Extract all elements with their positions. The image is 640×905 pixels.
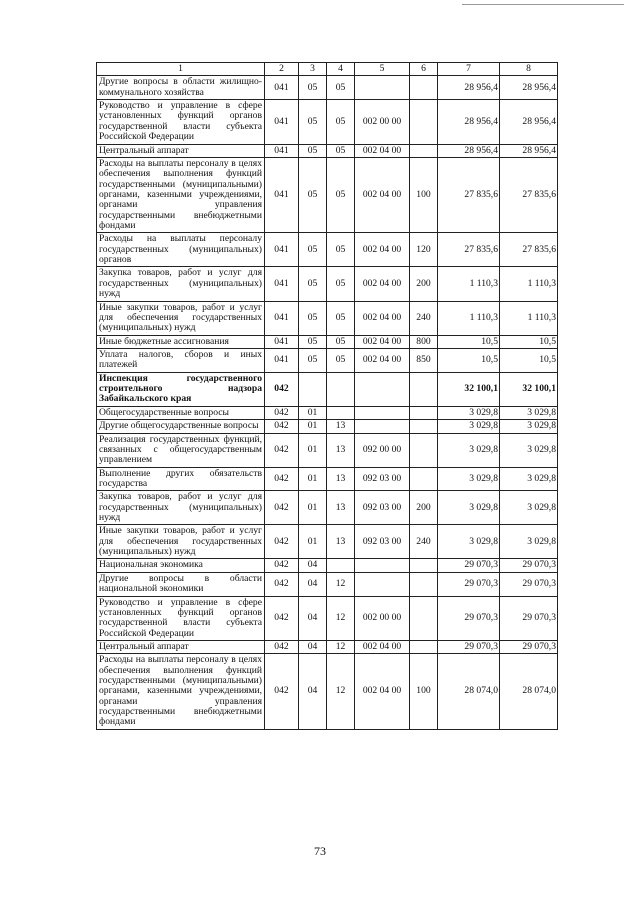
ministry-code-cell: 041 [265, 301, 299, 335]
table-row [97, 144, 558, 157]
subsection-code-cell: 05 [327, 144, 355, 157]
ministry-code-cell: 041 [265, 335, 299, 348]
name-cell: Иные бюджетные ассигнования [97, 335, 265, 348]
target-item-cell [355, 420, 410, 433]
target-item-cell [355, 406, 410, 419]
name-cell: Инспекция государственного строительного надзора Забайкальского края [97, 372, 265, 406]
name-cell: Национальная экономика [97, 559, 265, 572]
table-row [97, 420, 558, 433]
expense-type-cell [410, 406, 438, 419]
target-item-cell: 002 04 00 [355, 640, 410, 653]
amount-cell: 27 835,6 [500, 233, 558, 267]
subsection-code-cell: 05 [327, 76, 355, 100]
amount-cell: 10,5 [500, 335, 558, 348]
expense-type-cell: 100 [410, 654, 438, 730]
name-cell: Другие общегосударственные вопросы [97, 420, 265, 433]
amount-cell: 28 956,4 [500, 76, 558, 100]
table-row [97, 233, 558, 267]
ministry-code-cell: 042 [265, 640, 299, 653]
subsection-code-cell [327, 406, 355, 419]
section-code-cell: 05 [299, 301, 327, 335]
header-cell: 6 [410, 63, 438, 76]
ministry-code-cell: 042 [265, 525, 299, 559]
subsection-code-cell: 13 [327, 491, 355, 525]
ministry-code-cell: 041 [265, 157, 299, 233]
amount-cell: 3 029,8 [438, 525, 500, 559]
section-code-cell: 04 [299, 572, 327, 596]
amount-cell: 28 956,4 [438, 100, 500, 144]
table-row [97, 406, 558, 419]
target-item-cell: 092 03 00 [355, 467, 410, 491]
target-item-cell: 002 04 00 [355, 348, 410, 372]
target-item-cell: 002 04 00 [355, 335, 410, 348]
ministry-code-cell: 042 [265, 406, 299, 419]
amount-cell: 10,5 [500, 348, 558, 372]
header-cell: 3 [299, 63, 327, 76]
expense-type-cell [410, 640, 438, 653]
expense-type-cell [410, 596, 438, 640]
amount-cell: 3 029,8 [500, 433, 558, 467]
table-row [97, 525, 558, 559]
amount-cell: 3 029,8 [438, 406, 500, 419]
amount-cell: 10,5 [438, 335, 500, 348]
section-code-cell: 04 [299, 559, 327, 572]
expense-type-cell: 200 [410, 267, 438, 301]
section-code-cell: 01 [299, 406, 327, 419]
ministry-code-cell: 042 [265, 572, 299, 596]
table-row [97, 372, 558, 406]
amount-cell: 32 100,1 [438, 372, 500, 406]
expense-type-cell: 200 [410, 491, 438, 525]
ministry-code-cell: 042 [265, 467, 299, 491]
ministry-code-cell: 042 [265, 491, 299, 525]
amount-cell: 28 074,0 [438, 654, 500, 730]
name-cell: Другие вопросы в области национальной экономики [97, 572, 265, 596]
table-row [97, 654, 558, 730]
amount-cell: 29 070,3 [500, 559, 558, 572]
name-cell: Расходы на выплаты персоналу государственных (муниципальных) органов [97, 233, 265, 267]
amount-cell: 29 070,3 [438, 640, 500, 653]
section-code-cell: 05 [299, 100, 327, 144]
target-item-cell [355, 572, 410, 596]
amount-cell: 28 956,4 [500, 100, 558, 144]
subsection-code-cell: 05 [327, 267, 355, 301]
amount-cell: 29 070,3 [438, 559, 500, 572]
expense-type-cell [410, 559, 438, 572]
target-item-cell: 092 03 00 [355, 491, 410, 525]
subsection-code-cell: 13 [327, 525, 355, 559]
subsection-code-cell: 05 [327, 100, 355, 144]
name-cell: Центральный аппарат [97, 144, 265, 157]
ministry-code-cell: 042 [265, 654, 299, 730]
section-code-cell: 04 [299, 596, 327, 640]
name-cell: Иные закупки товаров, работ и услуг для обеспечения государственных (муниципальных) нужд [97, 525, 265, 559]
amount-cell: 28 956,4 [438, 76, 500, 100]
subsection-code-cell: 05 [327, 157, 355, 233]
table-row [97, 640, 558, 653]
amount-cell: 3 029,8 [500, 467, 558, 491]
ministry-code-cell: 041 [265, 348, 299, 372]
budget-table [96, 62, 558, 730]
name-cell: Руководство и управление в сфере установленных функций органов государственной власти субъекта Российской Федерации [97, 596, 265, 640]
amount-cell: 27 835,6 [438, 157, 500, 233]
section-code-cell: 05 [299, 76, 327, 100]
subsection-code-cell: 05 [327, 301, 355, 335]
subsection-code-cell: 05 [327, 348, 355, 372]
header-cell: 1 [97, 63, 265, 76]
header-cell: 5 [355, 63, 410, 76]
section-code-cell: 05 [299, 144, 327, 157]
expense-type-cell: 850 [410, 348, 438, 372]
amount-cell: 3 029,8 [438, 491, 500, 525]
expense-type-cell [410, 372, 438, 406]
subsection-code-cell: 13 [327, 433, 355, 467]
amount-cell: 3 029,8 [438, 420, 500, 433]
table-row [97, 433, 558, 467]
header-cell: 7 [438, 63, 500, 76]
name-cell: Расходы на выплаты персоналу в целях обеспечения выполнения функций государственными (муниципальными) органами, казенными учреждениями, органами управления государственными внебюджетными фондами [97, 157, 265, 233]
ministry-code-cell: 041 [265, 76, 299, 100]
section-code-cell: 05 [299, 335, 327, 348]
table-header-row [97, 63, 558, 76]
ministry-code-cell: 041 [265, 267, 299, 301]
amount-cell: 1 110,3 [438, 301, 500, 335]
target-item-cell: 002 04 00 [355, 144, 410, 157]
ministry-code-cell: 042 [265, 420, 299, 433]
amount-cell: 3 029,8 [500, 420, 558, 433]
target-item-cell: 092 03 00 [355, 525, 410, 559]
amount-cell: 3 029,8 [500, 525, 558, 559]
section-code-cell: 01 [299, 420, 327, 433]
expense-type-cell: 120 [410, 233, 438, 267]
amount-cell: 27 835,6 [438, 233, 500, 267]
amount-cell: 29 070,3 [500, 640, 558, 653]
table-row [97, 267, 558, 301]
section-code-cell: 04 [299, 654, 327, 730]
amount-cell: 28 074,0 [500, 654, 558, 730]
name-cell: Закупка товаров, работ и услуг для государственных (муниципальных) нужд [97, 267, 265, 301]
amount-cell: 28 956,4 [438, 144, 500, 157]
table-row [97, 596, 558, 640]
section-code-cell: 05 [299, 157, 327, 233]
amount-cell: 29 070,3 [500, 572, 558, 596]
amount-cell: 3 029,8 [438, 433, 500, 467]
section-code-cell: 05 [299, 233, 327, 267]
subsection-code-cell: 12 [327, 654, 355, 730]
amount-cell: 1 110,3 [438, 267, 500, 301]
ministry-code-cell: 042 [265, 559, 299, 572]
name-cell: Другие вопросы в области жилищно-коммунального хозяйства [97, 76, 265, 100]
target-item-cell [355, 559, 410, 572]
name-cell: Выполнение других обязательств государства [97, 467, 265, 491]
ministry-code-cell: 041 [265, 100, 299, 144]
expense-type-cell [410, 100, 438, 144]
section-code-cell: 05 [299, 267, 327, 301]
table-row [97, 335, 558, 348]
amount-cell: 32 100,1 [500, 372, 558, 406]
expense-type-cell: 800 [410, 335, 438, 348]
name-cell: Уплата налогов, сборов и иных платежей [97, 348, 265, 372]
target-item-cell: 002 04 00 [355, 301, 410, 335]
subsection-code-cell: 12 [327, 596, 355, 640]
ministry-code-cell: 041 [265, 233, 299, 267]
amount-cell: 3 029,8 [500, 406, 558, 419]
name-cell: Центральный аппарат [97, 640, 265, 653]
expense-type-cell [410, 420, 438, 433]
target-item-cell: 002 00 00 [355, 100, 410, 144]
ministry-code-cell: 042 [265, 372, 299, 406]
expense-type-cell [410, 76, 438, 100]
expense-type-cell: 240 [410, 525, 438, 559]
header-cell: 4 [327, 63, 355, 76]
subsection-code-cell: 13 [327, 467, 355, 491]
target-item-cell: 002 04 00 [355, 157, 410, 233]
amount-cell: 3 029,8 [500, 491, 558, 525]
table-row [97, 467, 558, 491]
ministry-code-cell: 042 [265, 433, 299, 467]
amount-cell: 29 070,3 [438, 596, 500, 640]
target-item-cell [355, 372, 410, 406]
section-code-cell: 01 [299, 467, 327, 491]
target-item-cell: 002 04 00 [355, 233, 410, 267]
table-row [97, 491, 558, 525]
section-code-cell: 01 [299, 491, 327, 525]
subsection-code-cell [327, 372, 355, 406]
subsection-code-cell: 12 [327, 640, 355, 653]
table-row [97, 559, 558, 572]
section-code-cell: 01 [299, 525, 327, 559]
target-item-cell: 092 00 00 [355, 433, 410, 467]
header-cell: 2 [265, 63, 299, 76]
header-cell: 8 [500, 63, 558, 76]
table-row [97, 76, 558, 100]
amount-cell: 27 835,6 [500, 157, 558, 233]
target-item-cell: 002 04 00 [355, 654, 410, 730]
top-edge-line [462, 4, 624, 5]
target-item-cell: 002 04 00 [355, 267, 410, 301]
subsection-code-cell: 12 [327, 572, 355, 596]
name-cell: Расходы на выплаты персоналу в целях обеспечения выполнения функций государственными (муниципальными) органами, казенными учреждениями, органами управления государственными внебюджетными фондами [97, 654, 265, 730]
name-cell: Реализация государственных функций, связанных с общегосударственным управлением [97, 433, 265, 467]
expense-type-cell [410, 144, 438, 157]
expense-type-cell [410, 433, 438, 467]
amount-cell: 29 070,3 [438, 572, 500, 596]
subsection-code-cell: 05 [327, 233, 355, 267]
amount-cell: 3 029,8 [438, 467, 500, 491]
subsection-code-cell [327, 559, 355, 572]
ministry-code-cell: 041 [265, 144, 299, 157]
name-cell: Иные закупки товаров, работ и услуг для обеспечения государственных (муниципальных) нужд [97, 301, 265, 335]
target-item-cell: 002 00 00 [355, 596, 410, 640]
name-cell: Закупка товаров, работ и услуг для государственных (муниципальных) нужд [97, 491, 265, 525]
table-row [97, 301, 558, 335]
section-code-cell: 04 [299, 640, 327, 653]
table-row [97, 348, 558, 372]
amount-cell: 1 110,3 [500, 301, 558, 335]
expense-type-cell [410, 467, 438, 491]
section-code-cell [299, 372, 327, 406]
amount-cell: 1 110,3 [500, 267, 558, 301]
amount-cell: 28 956,4 [500, 144, 558, 157]
ministry-code-cell: 042 [265, 596, 299, 640]
expense-type-cell: 240 [410, 301, 438, 335]
subsection-code-cell: 05 [327, 335, 355, 348]
target-item-cell [355, 76, 410, 100]
name-cell: Общегосударственные вопросы [97, 406, 265, 419]
subsection-code-cell: 13 [327, 420, 355, 433]
table-row [97, 572, 558, 596]
expense-type-cell [410, 572, 438, 596]
table-row [97, 100, 558, 144]
amount-cell: 10,5 [438, 348, 500, 372]
table-row [97, 157, 558, 233]
amount-cell: 29 070,3 [500, 596, 558, 640]
section-code-cell: 05 [299, 348, 327, 372]
section-code-cell: 01 [299, 433, 327, 467]
page-number: 73 [314, 844, 326, 858]
name-cell: Руководство и управление в сфере установленных функций органов государственной власти субъекта Российской Федерации [97, 100, 265, 144]
expense-type-cell: 100 [410, 157, 438, 233]
